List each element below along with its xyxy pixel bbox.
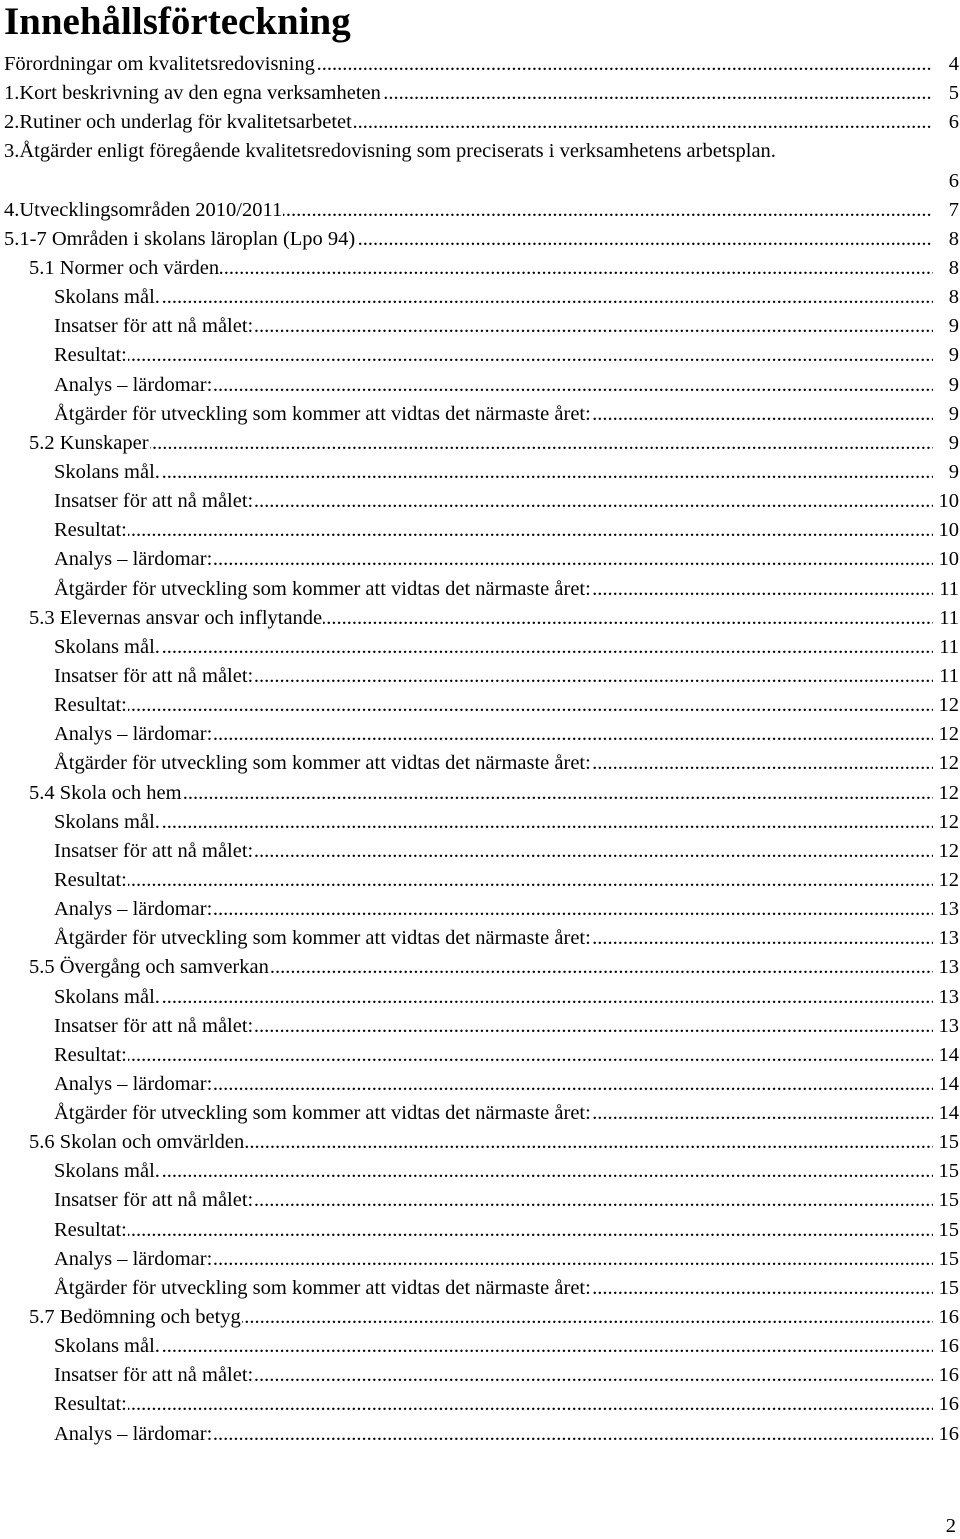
toc-entry[interactable] — [0, 1245, 960, 1274]
toc-entry[interactable] — [0, 50, 960, 79]
toc-entry-label-wrap — [4, 196, 934, 225]
toc-entry-page: 15 — [933, 1245, 959, 1274]
toc-entry-label-wrap — [54, 341, 934, 370]
toc-entry-label-wrap — [29, 1303, 934, 1332]
toc-entry[interactable] — [0, 1157, 960, 1186]
toc-entry-label-wrap — [54, 1245, 934, 1274]
toc-entry-label: Resultat: — [54, 519, 127, 542]
toc-entry-label: Resultat: — [54, 868, 127, 891]
toc-entry-page: 12 — [933, 779, 959, 808]
toc-entry-label-wrap — [54, 720, 934, 749]
toc-entry-label-wrap — [54, 895, 934, 924]
toc-entry-page: 13 — [933, 924, 959, 953]
toc-entry-label-wrap — [54, 283, 934, 312]
toc-entry-label: Analys – lärdomar: — [54, 898, 213, 921]
toc-entry[interactable] — [0, 1216, 960, 1245]
toc-entry-page: 11 — [933, 575, 959, 604]
toc-entry-label: Skolans mål. — [54, 1160, 160, 1183]
toc-entry-label: Insatser för att nå målet: — [54, 315, 254, 338]
toc-entry[interactable] — [0, 487, 960, 516]
toc-entry-label-wrap — [54, 1274, 934, 1303]
toc-entry-label: Analys – lärdomar: — [54, 373, 213, 396]
toc-entry[interactable] — [0, 429, 960, 458]
toc-entry-page: 16 — [933, 1420, 959, 1449]
toc-entry-page: 16 — [933, 1390, 959, 1419]
toc-entry-label-wrap — [4, 137, 956, 166]
toc-entry-label: Insatser för att nå målet: — [54, 664, 254, 687]
toc-entry-page: 15 — [933, 1186, 959, 1215]
toc-entry[interactable] — [0, 341, 960, 370]
toc-entry[interactable] — [0, 1012, 960, 1041]
toc-entry-label-wrap — [54, 1420, 934, 1449]
toc-entry-page: 10 — [933, 487, 959, 516]
toc-entry-label-wrap — [54, 749, 934, 778]
toc-entry-page: 12 — [933, 720, 959, 749]
toc-entry-label-wrap — [54, 458, 934, 487]
toc-entry-page: 11 — [933, 604, 959, 633]
toc-entry-label: Resultat: — [54, 1393, 127, 1416]
toc-entry[interactable] — [0, 808, 960, 837]
toc-entry[interactable] — [0, 458, 960, 487]
toc-entry-page: 9 — [933, 312, 959, 341]
toc-entry-label: 5.1-7 Områden i skolans läroplan (Lpo 94) — [4, 227, 356, 250]
toc-entry-page: 13 — [933, 953, 959, 982]
toc-entry-page: 9 — [933, 400, 959, 429]
toc-entry-label: Analys – lärdomar: — [54, 548, 213, 571]
toc-entry-label-wrap — [29, 604, 934, 633]
toc-entry[interactable] — [0, 371, 960, 400]
toc-entry-label-wrap — [54, 837, 934, 866]
toc-entry-label: Åtgärder för utveckling som kommer att vidtas det närmaste året: — [54, 402, 591, 425]
toc-entry-label: Analys – lärdomar: — [54, 1247, 213, 1270]
toc-entry-page: 15 — [933, 1216, 959, 1245]
toc-entry[interactable] — [0, 983, 960, 1012]
toc-entry-label: 4.Utvecklingsområden 2010/2011 — [4, 198, 283, 221]
toc-entry-page: 8 — [933, 225, 959, 254]
toc-entry-label: Analys – lärdomar: — [54, 723, 213, 746]
toc-entry-page: 6 — [933, 108, 959, 137]
toc-entry-label-wrap — [54, 691, 934, 720]
toc-entry[interactable] — [0, 604, 960, 633]
toc-entry-label: 3.Åtgärder enligt föregående kvalitetsredovisning som preciserats i verksamhetens arbetsplan. — [4, 140, 776, 163]
toc-entry-page: 8 — [933, 283, 959, 312]
toc-entry-label-wrap — [54, 808, 934, 837]
toc-entry-page: 11 — [933, 662, 959, 691]
toc-entry-page: 16 — [933, 1303, 959, 1332]
toc-entry-label: Skolans mål. — [54, 286, 160, 309]
toc-entry[interactable] — [0, 1041, 960, 1070]
toc-entry[interactable] — [0, 137, 960, 166]
page-number: 2 — [945, 1515, 956, 1537]
toc-entry[interactable] — [0, 691, 960, 720]
toc-entry[interactable] — [0, 720, 960, 749]
toc-entry-page: 6 — [933, 167, 959, 196]
toc-entry-label: 5.3 Elevernas ansvar och inflytande — [29, 606, 323, 629]
toc-entry[interactable] — [0, 1070, 960, 1099]
toc-entry-label-wrap — [54, 1070, 934, 1099]
toc-entry-label: Förordningar om kvalitetsredovisning — [4, 53, 315, 75]
toc-entry-label: 5.4 Skola och hem — [29, 781, 182, 804]
toc-entry[interactable] — [0, 779, 960, 808]
toc-entry-page: 13 — [933, 1012, 959, 1041]
toc-entry[interactable] — [0, 79, 960, 108]
toc-entry-page: 4 — [933, 50, 959, 79]
toc-entry-label: Analys – lärdomar: — [54, 1072, 213, 1095]
toc-entry-page: 9 — [933, 429, 959, 458]
toc-entry-label-wrap — [54, 983, 934, 1012]
toc-entry-label: Åtgärder för utveckling som kommer att vidtas det närmaste året: — [54, 1276, 591, 1299]
toc-entry-label-wrap — [54, 400, 934, 429]
toc-entry[interactable] — [0, 895, 960, 924]
toc-entry[interactable] — [0, 545, 960, 574]
toc-entry[interactable] — [0, 196, 960, 225]
toc-entry-page: 15 — [933, 1157, 959, 1186]
toc-entry-label-wrap — [54, 866, 934, 895]
toc-entry[interactable] — [0, 633, 960, 662]
toc-entry-page: 9 — [933, 458, 959, 487]
toc-entry-label: 1.Kort beskrivning av den egna verksamheten — [4, 82, 381, 105]
toc-entry-label: Skolans mål. — [54, 985, 160, 1008]
toc-entry[interactable] — [0, 1303, 960, 1332]
toc-entry-page: 12 — [933, 808, 959, 837]
toc-entry-label: 5.1 Normer och värden — [29, 256, 220, 279]
toc-entry-page: 10 — [933, 516, 959, 545]
toc-entry-label: Insatser för att nå målet: — [54, 1364, 254, 1387]
toc-entry-label: Insatser för att nå målet: — [54, 1189, 254, 1212]
toc-entry-page: 14 — [933, 1070, 959, 1099]
toc-entry-label-wrap — [29, 953, 934, 982]
toc-entry-label: 5.2 Kunskaper — [29, 431, 149, 454]
toc-entry[interactable] — [0, 283, 960, 312]
toc-entry-label-wrap — [54, 1186, 934, 1215]
toc-entry-label: Insatser för att nå målet: — [54, 490, 254, 513]
toc-entry-label-wrap — [54, 1390, 934, 1419]
toc-entry[interactable] — [0, 1186, 960, 1215]
toc-entry-label-wrap — [54, 1332, 934, 1361]
toc-entry-label: Åtgärder för utveckling som kommer att vidtas det närmaste året: — [54, 927, 591, 950]
toc-entry-label: Analys – lärdomar: — [54, 1422, 213, 1445]
toc-entry-page: 16 — [933, 1361, 959, 1390]
toc-entry[interactable] — [0, 516, 960, 545]
toc-entry[interactable] — [0, 167, 960, 196]
toc-entry-label-wrap — [54, 1361, 934, 1390]
toc-entry-label-wrap — [4, 108, 934, 137]
toc-entry-page: 8 — [933, 254, 959, 283]
toc-entry-page: 12 — [933, 749, 959, 778]
toc-entry-page: 13 — [933, 895, 959, 924]
toc-entry-label-wrap — [29, 254, 934, 283]
toc-entry-page: 5 — [933, 79, 959, 108]
toc-entry-label: Skolans mål. — [54, 1335, 160, 1358]
toc-entry-label: 5.6 Skolan och omvärlden — [29, 1131, 245, 1154]
toc-entry[interactable] — [0, 837, 960, 866]
toc-entry-label-wrap — [54, 1099, 934, 1128]
toc-entry-label-wrap — [54, 1157, 934, 1186]
toc-entry-label-wrap — [4, 79, 934, 108]
toc-entry-label-wrap — [29, 779, 934, 808]
toc-entry[interactable] — [0, 108, 960, 137]
toc-entry-label-wrap — [54, 1041, 934, 1070]
toc-entry-page: 14 — [933, 1041, 959, 1070]
toc-entry[interactable] — [0, 866, 960, 895]
toc-entry-page: 15 — [933, 1128, 959, 1157]
toc-entry-label: Insatser för att nå målet: — [54, 1014, 254, 1037]
toc-entry-page: 7 — [933, 196, 959, 225]
toc-entry-label-wrap — [54, 662, 934, 691]
toc-entry[interactable] — [0, 953, 960, 982]
toc-entry-page: 12 — [933, 691, 959, 720]
toc-entry-page: 12 — [933, 837, 959, 866]
toc-entry[interactable] — [0, 1274, 960, 1303]
toc-entry-page: 9 — [933, 341, 959, 370]
toc-entry-label-wrap — [29, 1128, 934, 1157]
toc-entry[interactable] — [0, 1332, 960, 1361]
toc-entry[interactable] — [0, 312, 960, 341]
table-of-contents — [0, 50, 960, 1449]
toc-entry-label: 2.Rutiner och underlag för kvalitetsarbetet — [4, 111, 352, 134]
toc-entry-label-wrap — [54, 575, 934, 604]
toc-entry-page: 12 — [933, 866, 959, 895]
toc-entry-label: Resultat: — [54, 344, 127, 367]
toc-entry[interactable] — [0, 400, 960, 429]
toc-entry-label-wrap — [29, 429, 934, 458]
toc-entry[interactable] — [0, 749, 960, 778]
toc-entry-label: Resultat: — [54, 1218, 127, 1241]
toc-entry-label: Resultat: — [54, 694, 127, 717]
toc-entry-label: Insatser för att nå målet: — [54, 839, 254, 862]
toc-entry-label: Skolans mål. — [54, 810, 160, 833]
toc-entry[interactable] — [0, 662, 960, 691]
toc-entry-page: 9 — [933, 371, 959, 400]
toc-entry[interactable] — [0, 924, 960, 953]
toc-entry-label: Skolans mål. — [54, 635, 160, 658]
toc-entry[interactable] — [0, 1420, 960, 1449]
toc-entry-page: 13 — [933, 983, 959, 1012]
toc-entry-label: Skolans mål. — [54, 460, 160, 483]
toc-entry-page: 16 — [933, 1332, 959, 1361]
toc-entry-label-wrap — [54, 487, 934, 516]
toc-entry-page: 11 — [933, 633, 959, 662]
toc-entry[interactable] — [0, 225, 960, 254]
toc-entry-label: Åtgärder för utveckling som kommer att vidtas det närmaste året: — [54, 577, 591, 600]
toc-entry-label-wrap — [54, 924, 934, 953]
toc-entry[interactable] — [0, 1128, 960, 1157]
page-title: Innehållsförteckning — [4, 0, 351, 43]
toc-entry-label-wrap — [54, 1012, 934, 1041]
toc-entry[interactable] — [0, 254, 960, 283]
toc-entry-page: 14 — [933, 1099, 959, 1128]
toc-entry-label-wrap — [54, 633, 934, 662]
toc-entry[interactable] — [0, 1099, 960, 1128]
toc-entry-label: Åtgärder för utveckling som kommer att vidtas det närmaste året: — [54, 752, 591, 775]
toc-entry-label-wrap — [54, 516, 934, 545]
toc-entry-label: 5.7 Bedömning och betyg — [29, 1306, 241, 1329]
toc-entry-label-wrap — [4, 50, 934, 79]
toc-entry-label-wrap — [54, 312, 934, 341]
toc-entry[interactable] — [0, 1390, 960, 1419]
toc-entry[interactable] — [0, 575, 960, 604]
toc-entry[interactable] — [0, 1361, 960, 1390]
toc-entry-label: 5.5 Övergång och samverkan — [29, 956, 269, 979]
toc-entry-label: Åtgärder för utveckling som kommer att vidtas det närmaste året: — [54, 1102, 591, 1125]
toc-entry-label-wrap — [4, 225, 934, 254]
toc-entry-label-wrap — [54, 371, 934, 400]
toc-entry-label: Resultat: — [54, 1043, 127, 1066]
toc-entry-label-wrap — [54, 545, 934, 574]
toc-entry-page: 10 — [933, 545, 959, 574]
toc-entry-label-wrap — [54, 1216, 934, 1245]
toc-entry-page: 15 — [933, 1274, 959, 1303]
